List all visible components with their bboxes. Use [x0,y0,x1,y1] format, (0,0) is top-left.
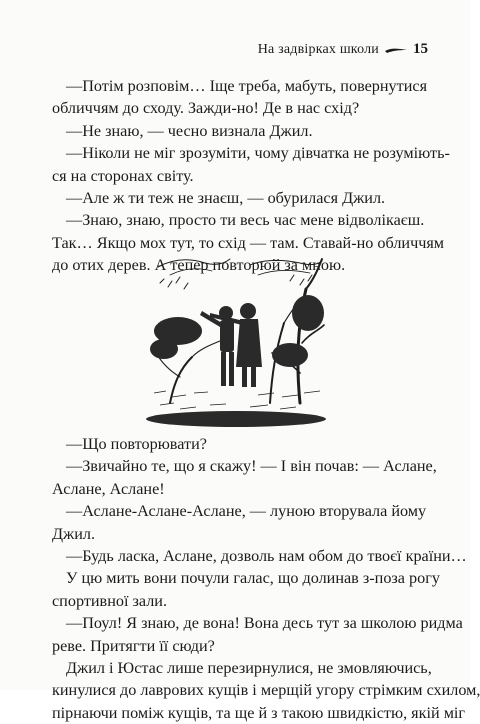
illustration [150,253,326,425]
text-line: —Аслане-Аслане-Аслане, — луною вторувала йому [66,502,427,521]
text-line: —Звичайно те, що я скажу! — І він почав: — Аслане, [66,457,437,476]
text-line: —Знаю, знаю, просто ти весь час мене відволікаєш. [66,211,425,230]
text-line: У цю мить вони почули галас, що долинав з-поза рогу [66,569,440,588]
text-line: —Що повторювати? [66,435,207,453]
chapter-title: На задвірках школи [257,41,379,57]
text-block-top [52,75,450,277]
text-line: Так… Якщо мох тут, то схід — там. Ставай-но обличчям [52,233,445,252]
text-line: спортивної зали. [52,591,168,610]
text-line: кинулися до лаврових кущів і мерщій угору стрімким схилом, [52,681,480,700]
ornament-icon [384,46,408,54]
text-line: —Поул! Я знаю, де вона! Вона десь тут за школою ридма [66,614,463,633]
text-line: —Будь ласка, Аслане, дозволь нам обом до твоєї країни… [66,546,467,565]
text-line: —Потім розповім… Іще треба, мабуть, повернутися [66,77,428,95]
text-line: пірнаючи поміж кущів, та ще й з такою швидкістю, якій міг [52,703,466,722]
page-number: 15 [413,41,428,57]
text-line: Джил і Юстас лише перезирнулися, не змовляючись, [66,658,432,677]
text-line: —Ніколи не міг зрозуміти, чому дівчатка не розуміють- [66,144,450,163]
running-header [258,41,428,58]
text-line: Джил. [52,524,96,543]
text-line: —Але ж ти теж не знаєш, — обурилася Джил. [66,188,386,207]
text-line: Аслане, Аслане! [52,479,165,498]
text-line: до отих дерев. А тепер повторюй за мною. [52,256,346,275]
text-block-bottom [52,433,480,724]
text-line: ся на сторонах світу. [52,166,194,185]
text-line: реве. Притягти її сюди? [52,636,215,655]
text-line: —Не знаю, — чесно визнала Джил. [66,121,313,140]
text-line: обличчям до сходу. Зажди-но! Де в нас схід? [52,99,360,118]
